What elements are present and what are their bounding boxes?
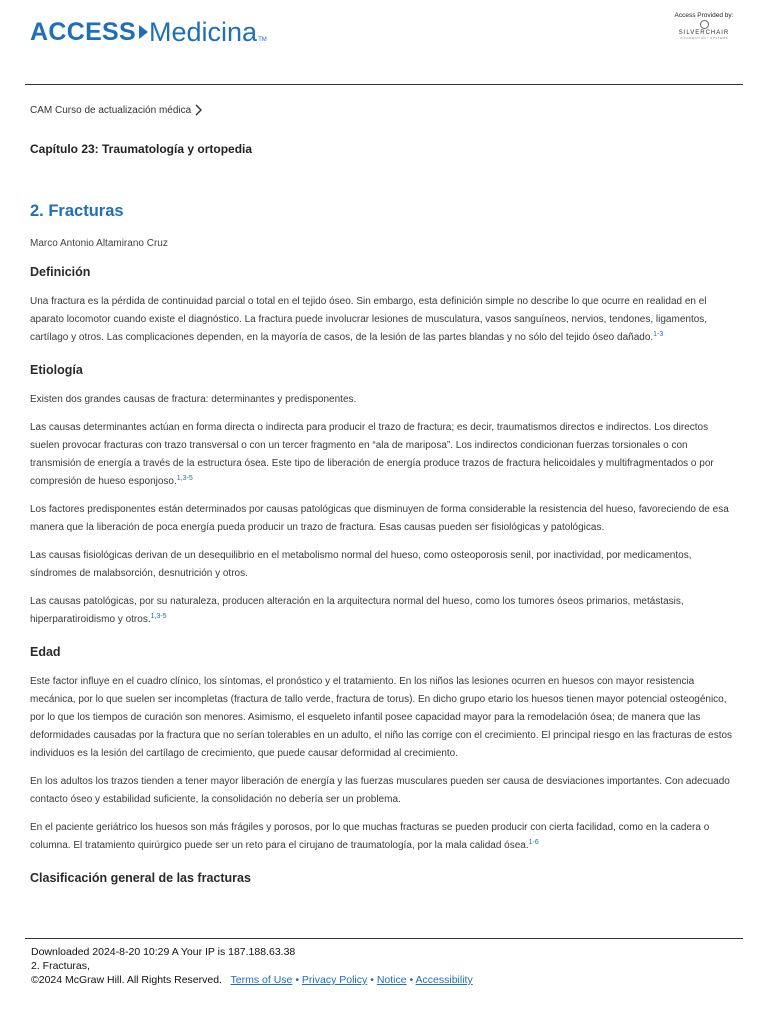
privacy-policy-link[interactable]: Privacy Policy xyxy=(301,974,368,986)
footer-copyright-line xyxy=(31,973,473,987)
footer-divider xyxy=(25,938,743,939)
logo-medicina-text: Medicina xyxy=(149,16,258,47)
footer-text xyxy=(31,945,473,987)
paragraph: Las causas determinantes actúan en forma directa o indirecta para producir el trazo de fractura; es decir, traumatismos directos e indirectos. Los directos suelen provocar fracturas con trazo transversal o con un tercer fragmento en “ala de mariposa”. Los indirectos condicionan fuerzas torsionales o con transmisión de energía a través de la estructura ósea. Este tipo de liberación de energía produce trazos de fractura helicoidales y multifragmentados o por compresión de hueso esponjoso.$^{1,3-5}$ xyxy=(30,422,714,487)
reference-link[interactable]: 1-3 xyxy=(653,331,664,338)
article-title: 2. Fracturas xyxy=(30,202,124,220)
page-footer xyxy=(0,938,768,1024)
separator: • xyxy=(409,974,414,986)
chevron-right-icon xyxy=(194,104,203,116)
access-medicina-logo[interactable] xyxy=(30,12,267,52)
paragraph: Las causas patológicas, por su naturaleza, producen alteración en la arquitectura normal del hueso, como los tumores óseos primarios, metástasis, hiperparatiroidismo y otros.$^{1,3-5}$ xyxy=(30,596,684,625)
separator: • xyxy=(370,974,374,986)
paragraph: Las causas fisiológicas derivan de un desequilibrio en el metabolismo normal del hueso, como osteoporosis senil, por inactividad, por medicamentos, síndromes de malabsorción, desnutrición y otros. xyxy=(30,550,692,579)
access-provided-by xyxy=(664,12,744,40)
reference-link[interactable]: 1-6 xyxy=(528,839,539,846)
section-heading-clasificacion: Clasificación general de las fracturas xyxy=(30,871,251,885)
article-author: Marco Antonio Altamirano Cruz xyxy=(30,238,168,249)
chapter-title: Capítulo 23: Traumatología y ortopedia xyxy=(30,142,253,156)
logo-tm-mark: TM xyxy=(258,37,267,43)
reference-link[interactable]: 1,3-5 xyxy=(176,475,193,482)
paragraph: Una fractura es la pérdida de continuidad parcial o total en el tejido óseo. Sin embargo, esta definición simple no describe lo que ocurre en realidad en el aparato locomotor cuando existe el diagnóstico. La fractura puede involucrar lesiones de musculatura, vasos sanguíneos, nervios, tendones, ligamentos, cartílago y otros. Las complicaciones dependen, en la mayoría de casos, de la lesión de las partes blandas y no sólo del tejido óseo dañado.$^{1-3}$ xyxy=(30,296,708,343)
paragraph: Existen dos grandes causas de fractura: determinantes y predisponentes. xyxy=(30,394,357,405)
logo-arrow-icon xyxy=(139,25,148,39)
reference-link[interactable]: 1,3-5 xyxy=(150,613,167,620)
notice-link[interactable]: Notice xyxy=(376,974,407,986)
logo-access-text: ACCESS xyxy=(30,17,136,46)
breadcrumb-book-link[interactable]: CAM Curso de actualización médica xyxy=(30,104,192,116)
breadcrumb[interactable] xyxy=(30,104,740,116)
provider-name: SILVERCHAIR xyxy=(678,30,730,36)
section-heading-edad: Edad xyxy=(30,645,61,659)
silverchair-globe-icon xyxy=(700,20,709,29)
download-info: Downloaded 2024-8-20 10:29 A Your IP is 187.188.63.38 xyxy=(31,946,296,958)
site-header xyxy=(0,0,768,85)
provider-subtitle: INFORMATION / SYSTEMS xyxy=(679,36,729,40)
provided-by-label: Access Provided by: xyxy=(674,12,734,19)
accessibility-link[interactable]: Accessibility xyxy=(415,974,473,986)
header-divider xyxy=(25,84,743,85)
separator: • xyxy=(295,974,299,986)
section-heading-etiologia: Etiología xyxy=(30,363,83,377)
paragraph: Este factor influye en el cuadro clínico, los síntomas, el pronóstico y el tratamiento. En los niños las lesiones ocurren en huesos con mayor resistencia mecánica, por lo que suelen ser incompletas (fractura de tallo verde, fractura de torus). En dicho grupo etario los huesos tienen mayor potencial osteogénico, por lo que los tiempos de curación son menores. Asimismo, el esqueleto infantil posee capacidad mayor para la remodelación ósea; de manera que las deformidades causadas por la fractura que no serían tolerables en un adulto, el niño las corrige con el crecimiento. El principal riesgo en las fracturas de estos individuos es la lesión del cartílago de crecimiento, que puede causar deformidad al crecimiento. xyxy=(30,676,733,759)
copyright-text: ©2024 McGraw Hill. All Rights Reserved. xyxy=(31,974,222,986)
paragraph: En el paciente geriátrico los huesos son más frágiles y porosos, por lo que muchas fracturas se pueden producir con cierta facilidad, como en la cadera o columna. El tratamiento quirúrgico puede ser un reto para el cirujano de traumatología, por la mala calidad ósea.$^{1-6}$ xyxy=(30,822,710,851)
footer-doc-title: 2. Fracturas, xyxy=(31,960,90,972)
article-content xyxy=(30,100,740,885)
terms-of-use-link[interactable]: Terms of Use xyxy=(230,974,293,986)
paragraph: En los adultos los trazos tienden a tener mayor liberación de energía y las fuerzas musculares pueden ser causa de desviaciones importantes. Con adecuado contacto óseo y estabilidad suficiente, la consolidación no debería ser un problema. xyxy=(30,776,730,805)
paragraph: Los factores predisponentes están determinados por causas patológicas que disminuyen de forma considerable la resistencia del hueso, favoreciendo de esa manera que la liberación de poca energía pueda producir un trazo de fractura. Esas causas pueden ser fisiológicas y patológicas. xyxy=(30,504,729,533)
section-heading-definicion: Definición xyxy=(30,265,91,279)
